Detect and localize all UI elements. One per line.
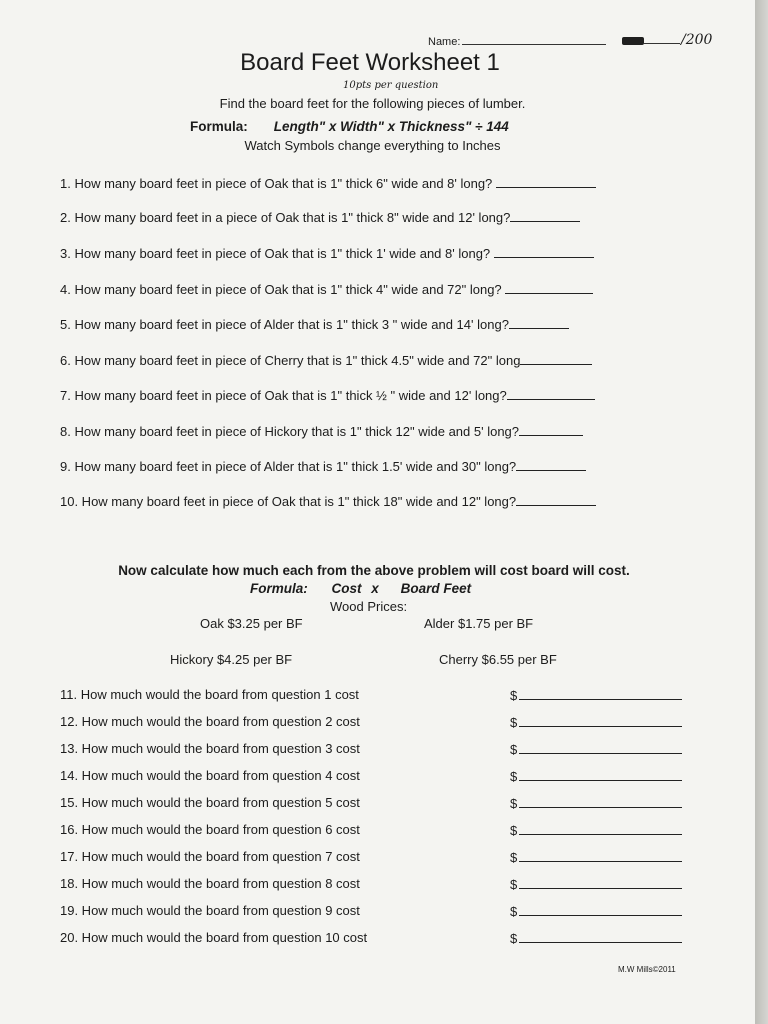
cost-answer[interactable] [510, 930, 682, 946]
name-field[interactable] [428, 34, 606, 48]
price-cherry: Cherry $6.55 per BF [439, 652, 557, 667]
cost-question: 14. How much would the board from question 4 cost [60, 768, 360, 783]
footer-credit: M.W Mills©2011 [618, 965, 676, 974]
cost-blank[interactable] [519, 687, 682, 700]
cost-question: 13. How much would the board from question 3 cost [60, 741, 360, 756]
answer-blank[interactable] [505, 281, 593, 294]
score-blank[interactable] [644, 33, 680, 44]
formula-expression: Length" x Width" x Thickness" ÷ 144 [273, 119, 509, 134]
cost-answer[interactable] [510, 687, 682, 703]
cost-question: 11. How much would the board from question 1 cost [60, 687, 359, 702]
cost-answer[interactable] [510, 741, 682, 757]
cost-question: 16. How much would the board from question 6 cost [60, 822, 360, 837]
cost-section-heading: Now calculate how much each from the above problem will cost board will cost. [118, 563, 630, 578]
dollar-sign: $ [510, 931, 518, 946]
cost-answer[interactable] [510, 795, 682, 811]
answer-blank[interactable] [516, 458, 586, 471]
cost-question: 20. How much would the board from question 10 cost [60, 930, 368, 945]
question-text: 9. How many board feet in piece of Alder that is 1" thick 1.5' wide and 30" long? [60, 459, 517, 474]
answer-blank[interactable] [509, 316, 569, 329]
wood-prices-label: Wood Prices: [330, 599, 408, 614]
price-hickory: Hickory $4.25 per BF [170, 652, 293, 667]
dollar-sign: $ [510, 823, 518, 838]
cost-question: 17. How much would the board from question 7 cost [60, 849, 360, 864]
dollar-sign: $ [510, 796, 518, 811]
cost-answer[interactable] [510, 714, 682, 730]
dollar-sign: $ [510, 877, 518, 892]
answer-blank[interactable] [519, 423, 583, 436]
cost-formula [250, 581, 471, 596]
cost-question: 19. How much would the board from question 9 cost [60, 903, 360, 918]
cost-answer[interactable] [510, 849, 682, 865]
question-row [60, 245, 594, 261]
dollar-sign: $ [510, 904, 518, 919]
question-row [60, 423, 583, 439]
question-row [60, 316, 569, 332]
question-text: 10. How many board feet in piece of Oak that is 1" thick 18" wide and 12" long? [60, 494, 517, 509]
name-label: Name: [428, 36, 461, 48]
dollar-sign: $ [510, 850, 518, 865]
formula-label: Formula: [190, 119, 248, 134]
question-text: 1. How many board feet in piece of Oak that is 1" thick 6" wide and 8' long? [60, 176, 493, 191]
cost-blank[interactable] [519, 714, 682, 727]
cost-blank[interactable] [519, 876, 682, 889]
question-text: 7. How many board feet in piece of Oak that is 1" thick ½ " wide and 12' long? [60, 388, 507, 403]
dollar-sign: $ [510, 742, 518, 757]
cost-blank[interactable] [519, 903, 682, 916]
question-row [60, 387, 595, 403]
cost-answer[interactable] [510, 768, 682, 784]
question-text: 4. How many board feet in piece of Oak that is 1" thick 4" wide and 72" long? [60, 282, 502, 297]
answer-blank[interactable] [510, 209, 580, 222]
points-note: 10pts per question [343, 80, 439, 91]
question-text: 2. How many board feet in a piece of Oak that is 1" thick 8" wide and 12' long? [60, 210, 511, 225]
question-row [60, 458, 586, 474]
cost-answer[interactable] [510, 876, 682, 892]
cost-blank[interactable] [519, 741, 682, 754]
watch-note: Watch Symbols change everything to Inches [244, 138, 501, 153]
redacted-mark [622, 37, 644, 45]
answer-blank[interactable] [496, 175, 596, 188]
cost-blank[interactable] [519, 822, 682, 835]
cost-question: 15. How much would the board from question 5 cost [60, 795, 360, 810]
answer-blank[interactable] [520, 352, 592, 365]
question-row [60, 209, 580, 225]
question-text: 6. How many board feet in piece of Cherry that is 1" thick 4.5" wide and 72" long [60, 353, 521, 368]
answer-blank[interactable] [507, 387, 595, 400]
cost-formula-board-feet: Board Feet [400, 581, 472, 596]
price-alder: Alder $1.75 per BF [424, 616, 534, 631]
answer-blank[interactable] [516, 493, 596, 506]
instruction-text: Find the board feet for the following pieces of lumber. [219, 96, 526, 111]
score-handwritten: /200 [681, 32, 713, 48]
name-blank[interactable] [462, 34, 606, 45]
cost-blank[interactable] [519, 768, 682, 781]
cost-answer[interactable] [510, 903, 682, 919]
question-row [60, 493, 596, 509]
cost-question: 12. How much would the board from question 2 cost [60, 714, 360, 729]
page-edge-shadow [755, 0, 768, 1024]
cost-answer[interactable] [510, 822, 682, 838]
question-text: 3. How many board feet in piece of Oak that is 1" thick 1' wide and 8' long? [60, 246, 491, 261]
cost-formula-label: Formula: [250, 581, 308, 596]
question-row [60, 175, 596, 191]
score-field [622, 32, 712, 48]
cost-formula-times: x [371, 581, 379, 596]
cost-blank[interactable] [519, 849, 682, 862]
question-text: 8. How many board feet in piece of Hickory that is 1" thick 12" wide and 5' long? [60, 424, 520, 439]
dollar-sign: $ [510, 769, 518, 784]
question-row [60, 352, 592, 368]
cost-question: 18. How much would the board from question 8 cost [60, 876, 360, 891]
answer-blank[interactable] [494, 245, 594, 258]
cost-formula-cost: Cost [331, 581, 362, 596]
page-title: Board Feet Worksheet 1 [240, 49, 500, 76]
formula-line [190, 119, 509, 134]
question-text: 5. How many board feet in piece of Alder that is 1" thick 3 " wide and 14' long? [60, 317, 509, 332]
dollar-sign: $ [510, 715, 518, 730]
price-oak: Oak $3.25 per BF [200, 616, 303, 631]
cost-blank[interactable] [519, 795, 682, 808]
dollar-sign: $ [510, 688, 518, 703]
question-row [60, 281, 593, 297]
cost-blank[interactable] [519, 930, 682, 943]
